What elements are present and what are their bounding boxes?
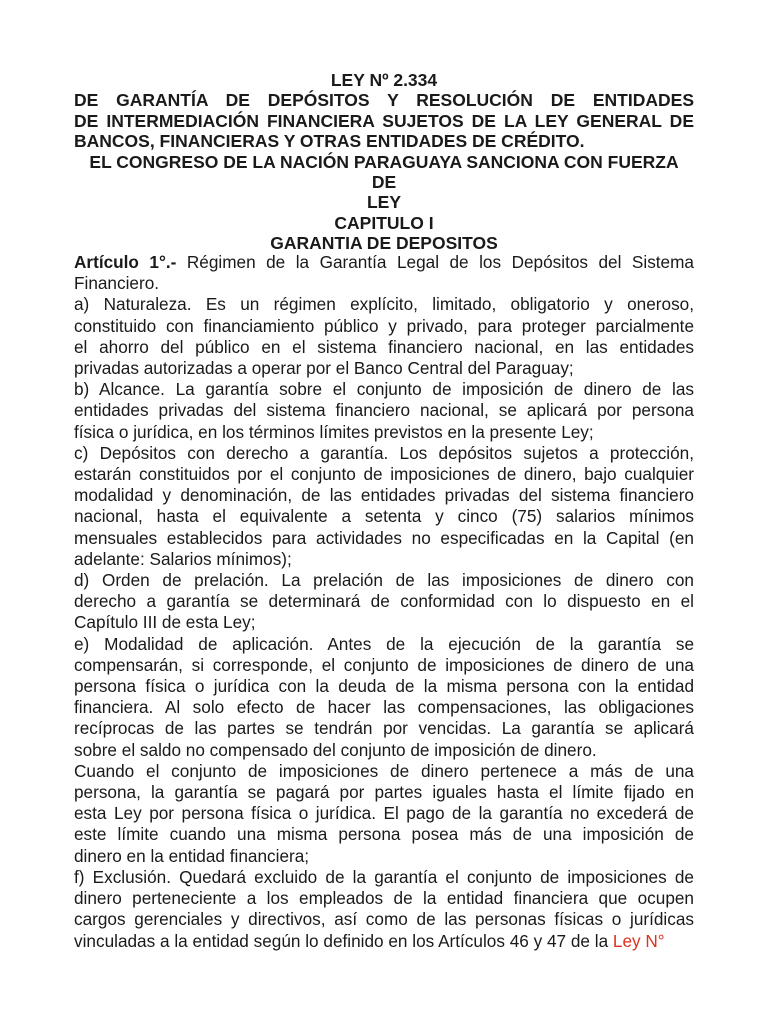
enactment-line-3: LEY (366, 192, 402, 213)
article-line: estarán constituidos por el conjunto de imposiciones de dinero, bajo cualquier (74, 464, 694, 485)
article-line: derecho a garantía se determinará de conformidad con lo dispuesto en el (74, 591, 694, 612)
article-line: compensarán, si corresponde, el conjunto de imposiciones de dinero de una (74, 654, 694, 675)
law-number: LEY Nº 2.334 (330, 70, 438, 90)
chapter-title: GARANTIA DE DEPOSITOS (270, 233, 498, 254)
article-line: constituido con financiamiento público y privado, para proteger parcialmente (74, 315, 694, 336)
article-final-line (74, 931, 694, 952)
document-heading (74, 70, 694, 254)
law-reference-link[interactable]: Ley N° (612, 930, 665, 951)
law-title-line-3: BANCOS, FINANCIERAS Y OTRAS ENTIDADES DE CRÉDITO. (74, 131, 585, 152)
article-line: modalidad y denominación, de las entidades privadas del sistema financiero (74, 485, 694, 506)
article-line: b) Alcance. La garantía sobre el conjunto de imposición de dinero de las (74, 379, 694, 400)
article-line: cargos gerenciales y directivos, así como de las personas físicas o jurídicas (74, 909, 694, 930)
article-line: e) Modalidad de aplicación. Antes de la ejecución de la garantía se (74, 633, 694, 654)
article-heading-text: Régimen de la Garantía Legal de los Depósitos del Sistema (176, 252, 694, 272)
article-line: f) Exclusión. Quedará excluido de la garantía el conjunto de imposiciones de (74, 866, 694, 887)
article-line: c) Depósitos con derecho a garantía. Los depósitos sujetos a protección, (74, 442, 694, 463)
article-line: Capítulo III de esta Ley; (74, 612, 256, 633)
enactment-line-1: EL CONGRESO DE LA NACIÓN PARAGUAYA SANCIONA CON FUERZA (89, 151, 679, 172)
enactment-line-2: DE (371, 172, 397, 193)
article-line: persona, la garantía se pagará por partes iguales hasta el límite fijado en (74, 782, 694, 803)
article-line: esta Ley por persona física o jurídica. El pago de la garantía no excederá de (74, 803, 694, 824)
article-line: adelante: Salarios mínimos); (74, 548, 292, 569)
article-line: financiera. Al solo efecto de hacer las compensaciones, las obligaciones (74, 697, 694, 718)
chapter-number: CAPITULO I (334, 212, 434, 233)
article-line: a) Naturaleza. Es un régimen explícito, limitado, obligatorio y oneroso, (74, 294, 694, 315)
article-line: sobre el saldo no compensado del conjunto de imposición de dinero. (74, 739, 597, 760)
article-line: d) Orden de prelación. La prelación de las imposiciones de dinero con (74, 570, 694, 591)
article-line: mensuales establecidos para actividades no especificadas en la Capital (en (74, 527, 694, 548)
article-line: dinero perteneciente a los empleados de la entidad financiera que ocupen (74, 888, 694, 909)
article-line: entidades privadas del sistema financiero nacional, se aplicará por persona (74, 400, 694, 421)
article-first-line (74, 252, 694, 273)
article-line: persona física o jurídica con la deuda de la misma persona con la entidad (74, 676, 694, 697)
law-title-line-1: DE GARANTÍA DE DEPÓSITOS Y RESOLUCIÓN DE ENTIDADES (74, 90, 694, 111)
article-line: este límite cuando una misma persona posea más de una imposición de (74, 824, 694, 845)
article-line: Cuando el conjunto de imposiciones de dinero pertenece a más de una (74, 760, 694, 781)
article-line: recíprocas de las partes se tendrán por vencidas. La garantía se aplicará (74, 718, 694, 739)
article-line: privadas autorizadas a operar por el Banco Central del Paraguay; (74, 358, 574, 379)
article-line: Financiero. (74, 273, 160, 294)
article-final-text: vinculadas a la entidad según lo definido en los Artículos 46 y 47 de la (74, 930, 613, 951)
article-body (74, 252, 694, 952)
article-line: el ahorro del público en el sistema financiero nacional, en las entidades (74, 336, 694, 357)
law-title-line-2: DE INTERMEDIACIÓN FINANCIERA SUJETOS DE LA LEY GENERAL DE (74, 110, 694, 131)
article-line: dinero en la entidad financiera; (74, 845, 310, 866)
article-lines (74, 273, 694, 930)
article-label: Artículo 1°.- (74, 252, 177, 272)
article-line: física o jurídica, en los términos límites previstos en la presente Ley; (74, 421, 594, 442)
article-line: nacional, hasta el equivalente a setenta y cinco (75) salarios mínimos (74, 506, 694, 527)
